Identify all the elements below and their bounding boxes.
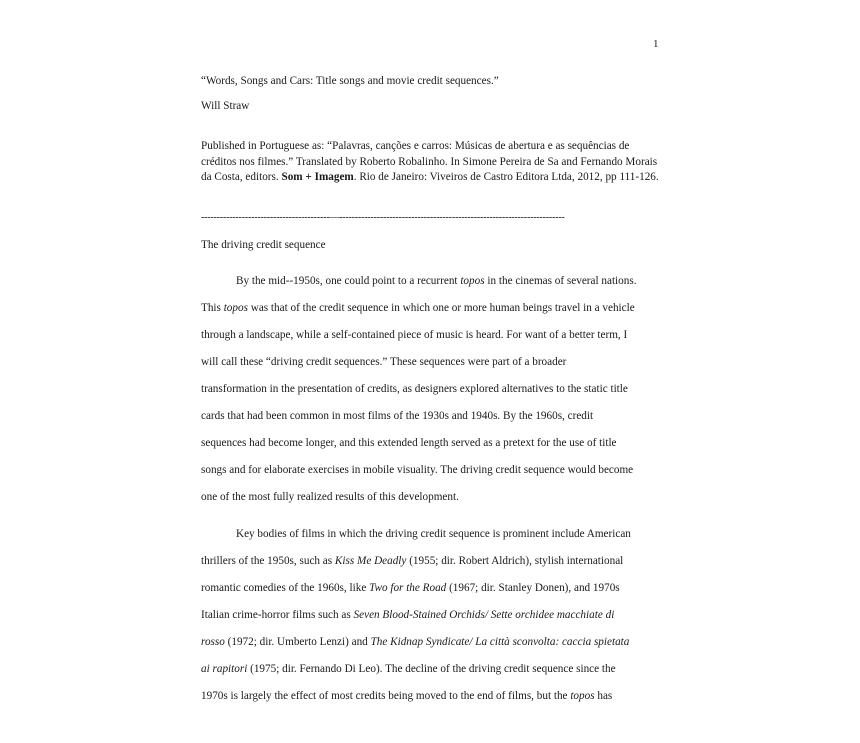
p1-line-8: songs and for elaborate exercises in mobile visuality. The driving credit sequence would become	[201, 464, 634, 476]
p1-line-5: transformation in the presentation of credits, as designers explored alternatives to the static title	[201, 383, 628, 395]
p1-line-6: cards that had been common in most films of the 1930s and 1940s. By the 1960s, credit	[201, 410, 594, 422]
author-name: Will Straw	[201, 100, 250, 112]
p1-line-3: through a landscape, while a self-contained piece of music is heard. For want of a better term, I	[201, 329, 628, 341]
publication-book-title: Som + Imagem	[281, 171, 354, 184]
p2-line-6: ai rapitori (1975; dir. Fernando Di Leo). The decline of the driving credit sequence since the	[201, 663, 616, 675]
page-number: 1	[653, 38, 659, 50]
p2-line-5: rosso (1972; dir. Umberto Lenzi) and The Kidnap Syndicate/ La città sconvolta: caccia spietata	[201, 636, 630, 648]
p1-line-4: will call these “driving credit sequences.” These sequences were part of a broader	[201, 356, 567, 368]
p1-line-9: one of the most fully realized results of this development.	[201, 491, 459, 503]
p2-line-2: thrillers of the 1950s, such as Kiss Me Deadly (1955; dir. Robert Aldrich), stylish international	[201, 555, 624, 567]
p1-line-2: This topos was that of the credit sequence in which one or more human beings travel in a vehicle	[201, 302, 635, 314]
p2-line-3: romantic comedies of the 1960s, like Two for the Road (1967; dir. Stanley Donen), and 1970s	[201, 582, 620, 594]
p2-line-7: 1970s is largely the effect of most credits being moved to the end of films, but the topos has	[201, 690, 613, 702]
paper-title: “Words, Songs and Cars: Title songs and movie credit sequences.”	[201, 75, 499, 87]
publication-prefix: Published in Portuguese as: “Palavras, canções e carros: Músicas de abertura e as sequências de créditos nos filmes.” Translated by Roberto Robalinho. In Simone Pereira de Sa and Fernando Morais da Costa, editors.	[201, 140, 658, 184]
p2-line-4: Italian crime-horror films such as Seven Blood-Stained Orchids/ Sette orchidee macchiate di	[201, 609, 615, 621]
separator-line: -----------------------------------------—------------------------------------------------------------------------	[201, 212, 565, 223]
section-heading: The driving credit sequence	[201, 239, 326, 251]
publication-suffix: . Rio de Janeiro: Viveiros de Castro Editora Ltda, 2012, pp 111-126.	[353, 171, 659, 184]
p2-line-1: Key bodies of films in which the driving credit sequence is prominent include American	[236, 528, 631, 540]
p1-line-7: sequences had become longer, and this extended length served as a pretext for the use of title	[201, 437, 617, 449]
p1-line-1: By the mid--1950s, one could point to a recurrent topos in the cinemas of several nations.	[236, 275, 637, 287]
publication-note	[201, 139, 661, 186]
